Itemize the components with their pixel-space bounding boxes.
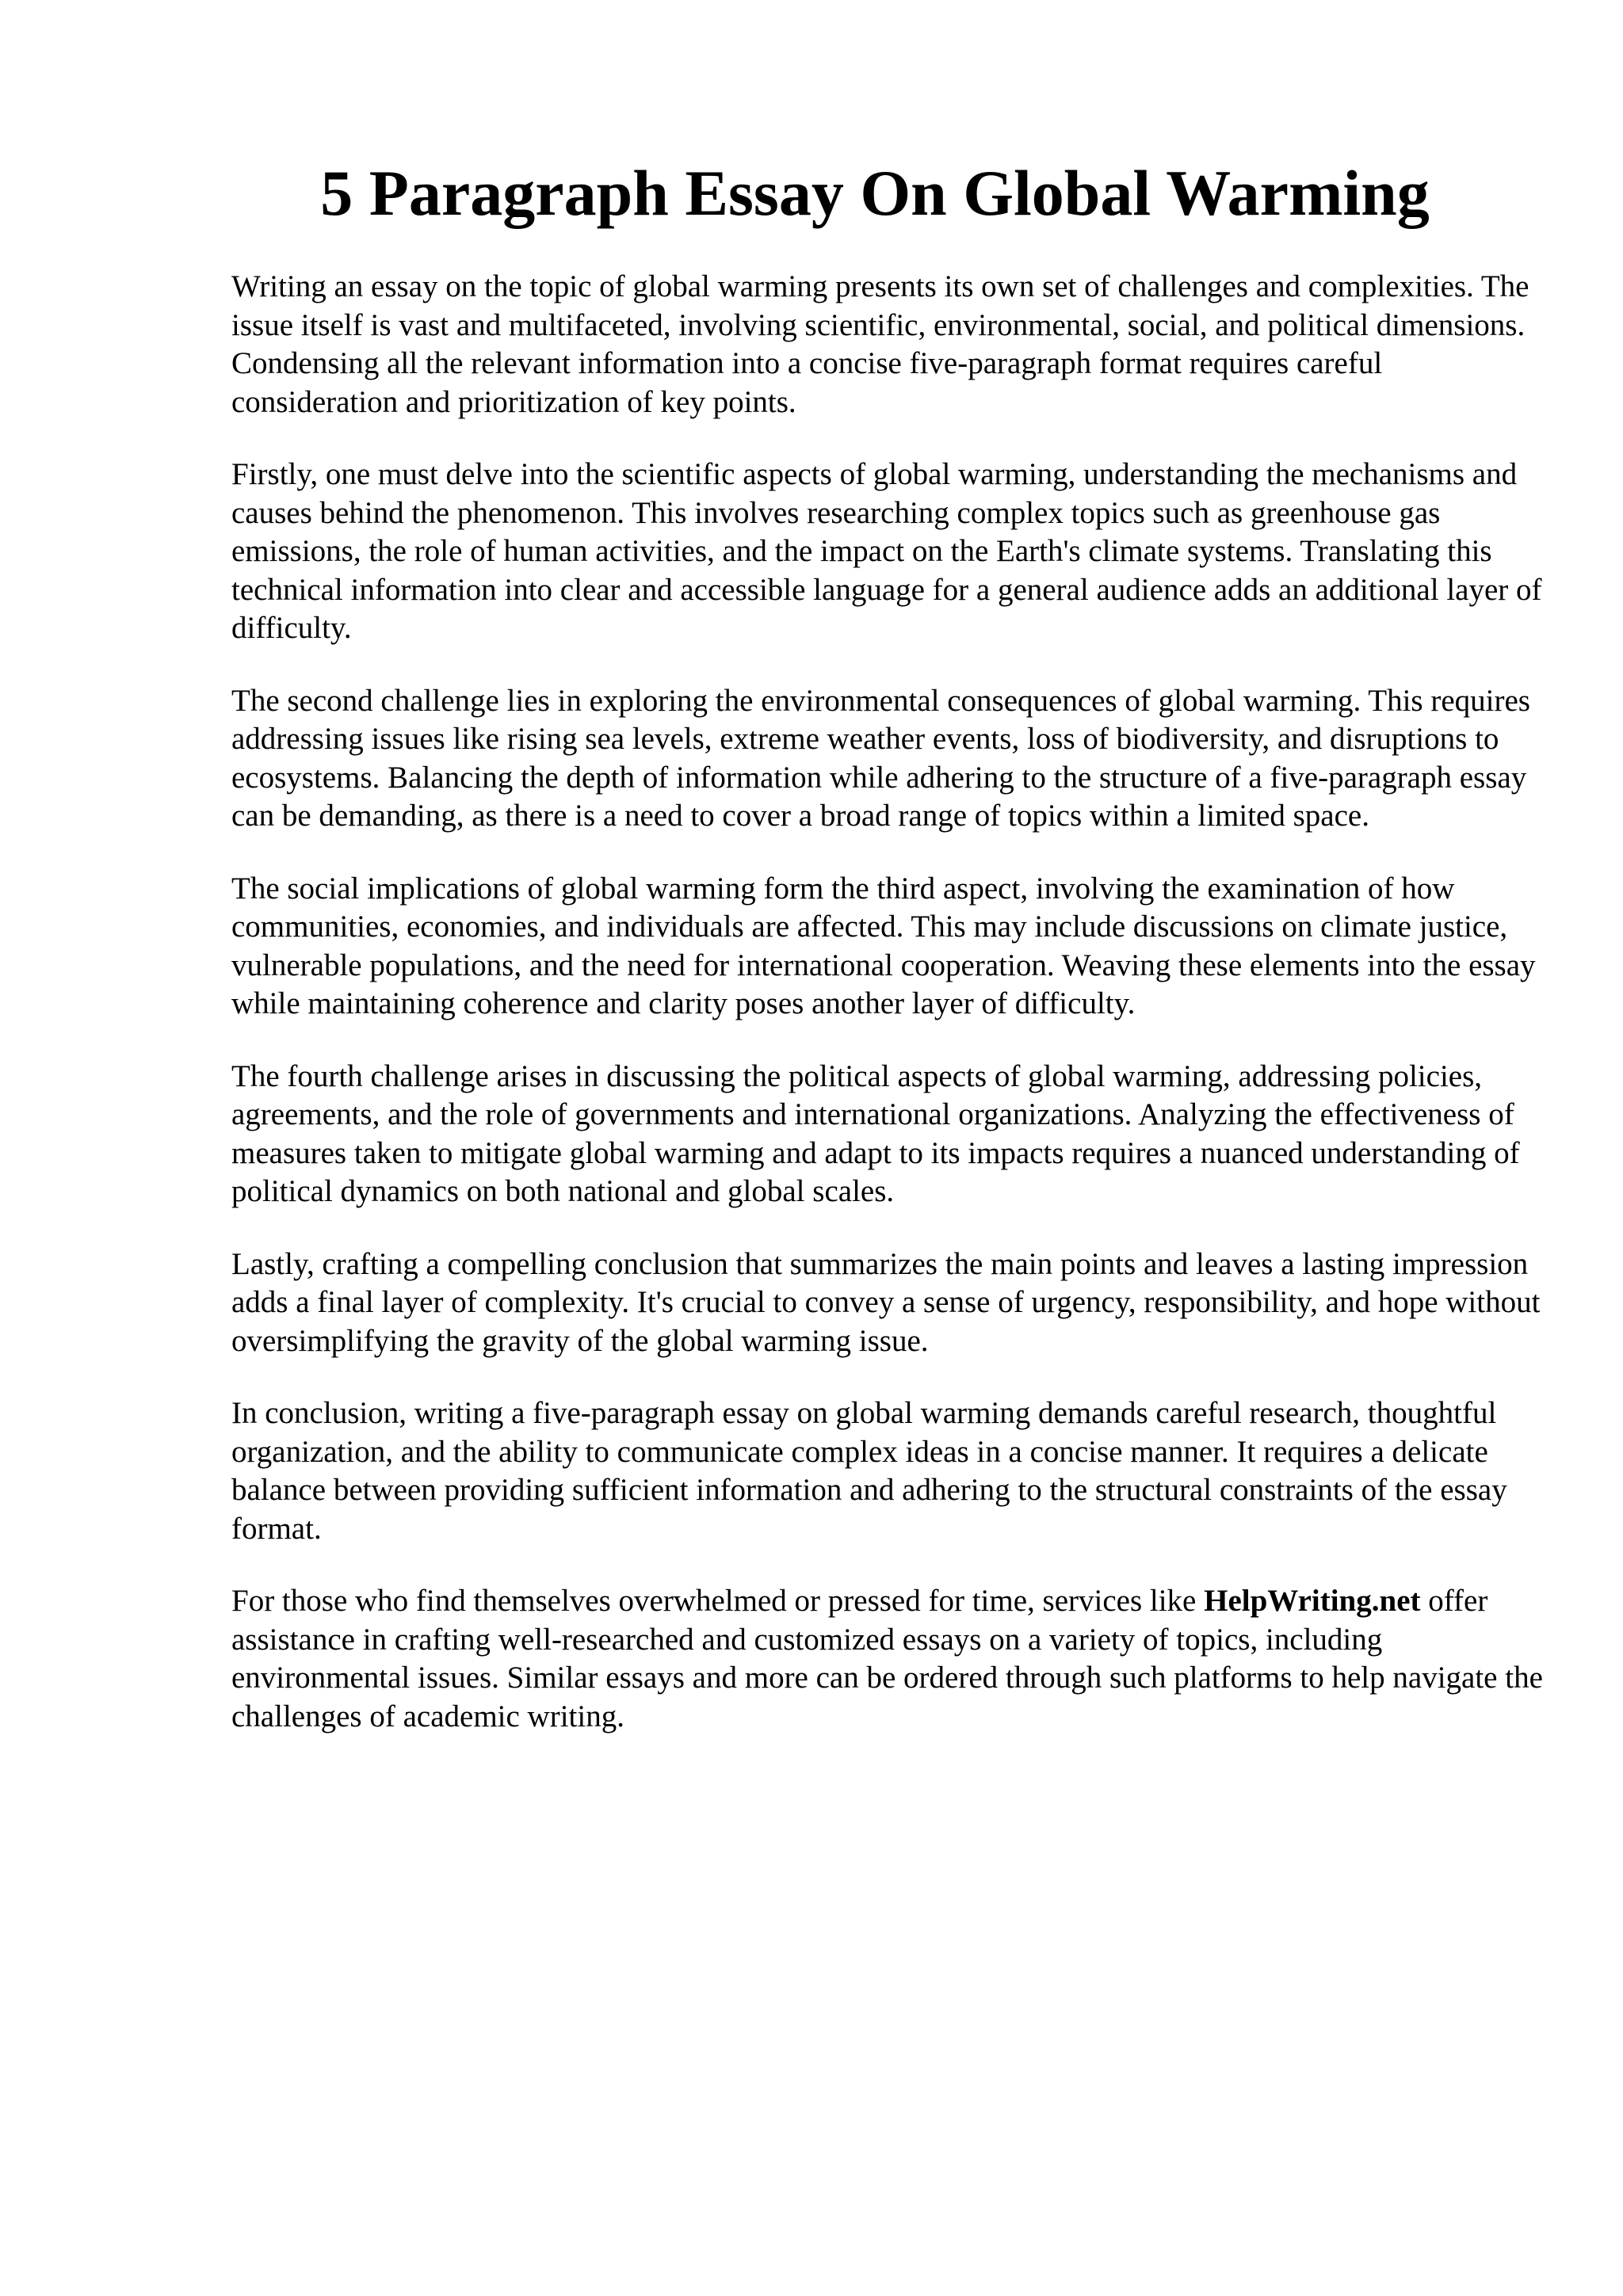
brand-name: HelpWriting.net — [1204, 1584, 1421, 1618]
paragraph-social: The social implications of global warming form the third aspect, involving the examination of how communities, economies, and individuals are affected. This may include discussions on climate justice, vulnerable populations, and the need for international cooperation. Weaving these elements into the essay while maintaining coherence and clarity poses another layer of difficulty. — [231, 871, 1536, 1020]
essay-body — [231, 268, 1547, 1770]
paragraph-environmental: The second challenge lies in exploring the environmental consequences of global warming. This requires addressing issues like rising sea levels, extreme weather events, loss of biodiversity, and disruptions to ecosystems. Balancing the depth of information while adhering to the structure of a five-paragraph essay can be demanding, as there is a need to cover a broad range of topics within a limited space. — [231, 683, 1530, 833]
paragraph-lastly: Lastly, crafting a compelling conclusion that summarizes the main points and leaves a lasting impression adds a final layer of complexity. It's crucial to convey a sense of urgency, responsibility, and hope without oversimplifying the gravity of the global warming issue. — [231, 1246, 1541, 1358]
page-title: 5 Paragraph Essay On Global Warming — [320, 157, 1430, 229]
paragraph-services — [231, 1582, 1547, 1736]
paragraph-political: The fourth challenge arises in discussing the political aspects of global warming, addressing policies, agreements, and the role of governments and international organizations. Analyzing the effectiveness of measures taken to mitigate global warming and adapt to its impacts requires a nuanced understanding of political dynamics on both national and global scales. — [231, 1058, 1520, 1208]
paragraph-intro: Writing an essay on the topic of global warming presents its own set of challenges and complexities. The issue itself is vast and multifaceted, involving scientific, environmental, social, and political dimensions. Condensing all the relevant information into a concise five-paragraph format requires careful consideration and prioritization of key points. — [231, 269, 1529, 419]
paragraph-conclusion: In conclusion, writing a five-paragraph essay on global warming demands careful research, thoughtful organization, and the ability to communicate complex ideas in a concise manner. It requires a delicate balance between providing sufficient information and adhering to the structural constraints of the essay format. — [231, 1396, 1507, 1546]
services-text-before: For those who find themselves overwhelmed or pressed for time, services like — [231, 1584, 1205, 1618]
services-text-after: offer assistance in crafting well-researched and customized essays on a variety of topics, including environmental issues. Similar essays and more can be ordered through such platforms to help navigate the challenges of academic writing. — [231, 1584, 1543, 1733]
paragraph-scientific: Firstly, one must delve into the scientific aspects of global warming, understanding the mechanisms and causes behind the phenomenon. This involves researching complex topics such as greenhouse gas emissions, the role of human activities, and the impact on the Earth's climate systems. Translating this technical information into clear and accessible language for a general audience adds an additional layer of difficulty. — [231, 457, 1542, 645]
